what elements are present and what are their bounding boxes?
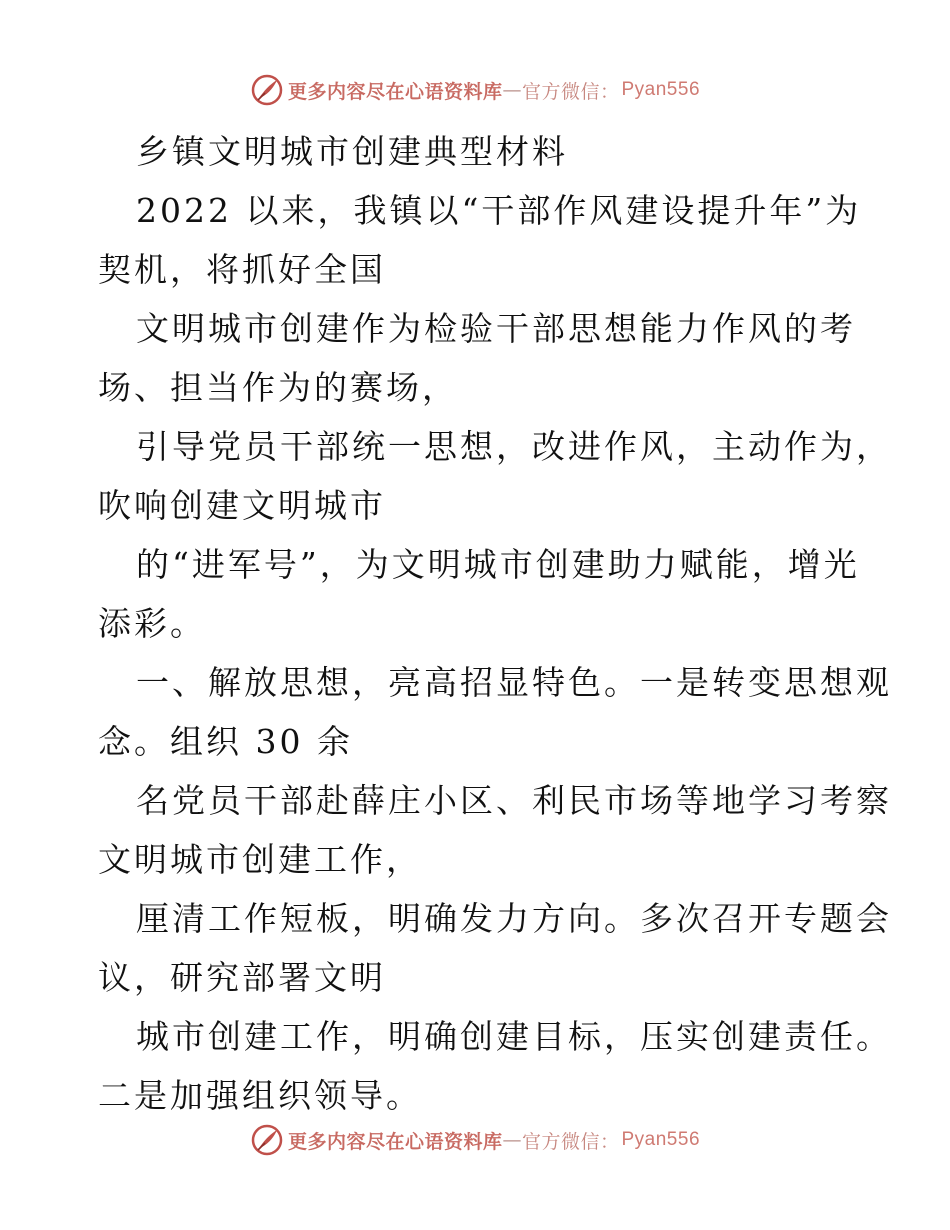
paragraph-line: 文明城市创建工作， <box>98 840 422 879</box>
watermark-text: 更多内容尽在心语资料库 <box>287 1130 503 1153</box>
paragraph-line: 添彩。 <box>98 604 206 643</box>
paragraph-line: 念。组织 30 余 <box>98 722 353 761</box>
watermark-wechat-id: Pyan556 <box>621 1129 701 1150</box>
watermark-wechat-label: 官方微信： <box>521 1130 620 1153</box>
paragraph-line: 城市创建工作，明确创建目标，压实创建责任。 <box>136 1017 892 1056</box>
paragraph-line: 契机，将抓好全国 <box>98 250 386 289</box>
paragraph-line: 2022 以来，我镇以“干部作风建设提升年”为 <box>136 191 862 230</box>
paragraph-line: 场、担当作为的赛场， <box>98 368 458 407</box>
paragraph-line: 吹响创建文明城市 <box>98 486 386 525</box>
watermark-wechat-label: 官方微信： <box>521 80 620 103</box>
header-watermark <box>0 72 950 108</box>
watermark-separator: — <box>502 79 522 101</box>
quill-logo-icon <box>250 1123 284 1157</box>
paragraph-line: 引导党员干部统一思想，改进作风，主动作为， <box>136 427 892 466</box>
watermark-wechat-id: Pyan556 <box>621 79 701 100</box>
footer-watermark <box>0 1122 950 1158</box>
paragraph-line: 议，研究部署文明 <box>98 958 386 997</box>
paragraph-line: 厘清工作短板，明确发力方向。多次召开专题会 <box>136 899 892 938</box>
document-body <box>98 122 892 1125</box>
watermark-separator: — <box>502 1129 522 1151</box>
paragraph-line: 名党员干部赴薛庄小区、利民市场等地学习考察 <box>136 781 892 820</box>
paragraph-line: 文明城市创建作为检验干部思想能力作风的考 <box>136 309 856 348</box>
quill-logo-icon <box>250 73 284 107</box>
paragraph-line: 二是加强组织领导。 <box>98 1076 422 1115</box>
paragraph-line: 的“进军号”，为文明城市创建助力赋能，增光 <box>136 545 860 584</box>
document-title: 乡镇文明城市创建典型材料 <box>136 132 568 171</box>
watermark-text: 更多内容尽在心语资料库 <box>287 80 503 103</box>
section-heading-line: 一、解放思想，亮高招显特色。一是转变思想观 <box>136 663 892 702</box>
